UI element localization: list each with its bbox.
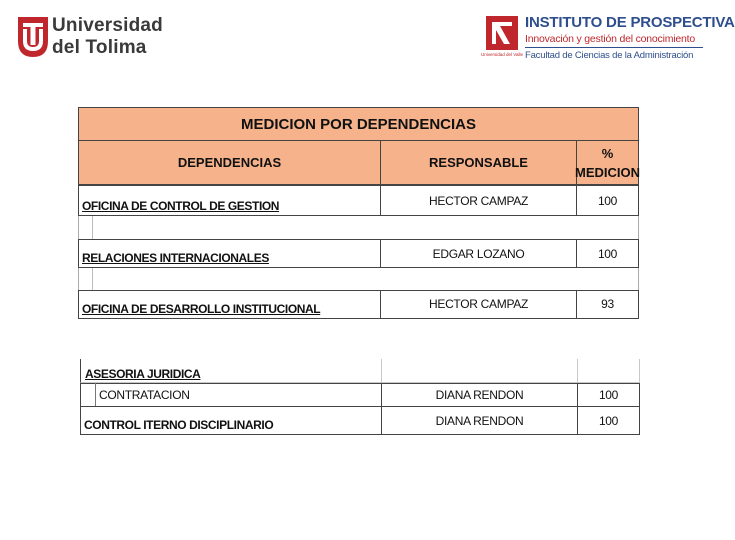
table-row-percent: 100 <box>577 383 640 407</box>
table-title: MEDICION POR DEPENDENCIAS <box>78 107 639 141</box>
column-header-percent <box>576 140 639 185</box>
instituto-prospectiva-logo <box>481 14 735 66</box>
table-row-percent: 100 <box>577 406 640 435</box>
percent-symbol: % <box>601 145 614 161</box>
tolima-shield-icon <box>18 17 48 57</box>
table-row-responsible: HECTOR CAMPAZ <box>380 185 577 216</box>
table-row-responsible: HECTOR CAMPAZ <box>380 290 577 319</box>
table-row-dependency: OFICINA DE CONTROL DE GESTION <box>78 185 381 216</box>
table-row-dependency: RELACIONES INTERNACIONALES <box>78 239 381 268</box>
table-row-responsible: DIANA RENDON <box>381 406 578 435</box>
group-asesoria-juridica: ASESORIA JURIDICA <box>80 359 382 383</box>
group-responsible-empty <box>381 359 578 383</box>
table-row-dependency: CONTRATACION <box>80 383 382 407</box>
column-header-responsible: RESPONSABLE <box>380 140 577 185</box>
column-header-dependency: DEPENDENCIAS <box>78 140 381 185</box>
table-row-responsible: EDGAR LOZANO <box>380 239 577 268</box>
table-row-dependency: CONTROL ITERNO DISCIPLINARIO <box>80 406 382 435</box>
row-spacer-divider <box>92 268 93 290</box>
institute-faculty: Facultad de Ciencias de la Administración <box>525 50 694 61</box>
row-spacer <box>78 268 639 290</box>
percent-label: MEDICION <box>575 164 640 180</box>
institute-title: INSTITUTO DE PROSPECTIVA <box>525 14 735 31</box>
university-name-line2: del Tolima <box>52 37 147 58</box>
institute-rule <box>525 47 703 48</box>
univalle-seal-icon <box>481 14 523 64</box>
table-row-percent: 100 <box>576 185 639 216</box>
row-spacer-divider <box>92 216 93 239</box>
indent-divider <box>95 383 96 407</box>
table-row-percent: 100 <box>576 239 639 268</box>
universidad-del-tolima-logo <box>18 15 168 61</box>
institute-subtitle: Innovación y gestión del conocimiento <box>525 33 696 45</box>
seal-text: Universidad del Valle <box>481 52 523 57</box>
table-row-dependency: OFICINA DE DESARROLLO INSTITUCIONAL <box>78 290 381 319</box>
table-row-responsible: DIANA RENDON <box>381 383 578 407</box>
university-name-line1: Universidad <box>52 15 163 36</box>
row-spacer <box>78 216 639 239</box>
table-row-percent: 93 <box>576 290 639 319</box>
group-percent-empty <box>577 359 640 383</box>
